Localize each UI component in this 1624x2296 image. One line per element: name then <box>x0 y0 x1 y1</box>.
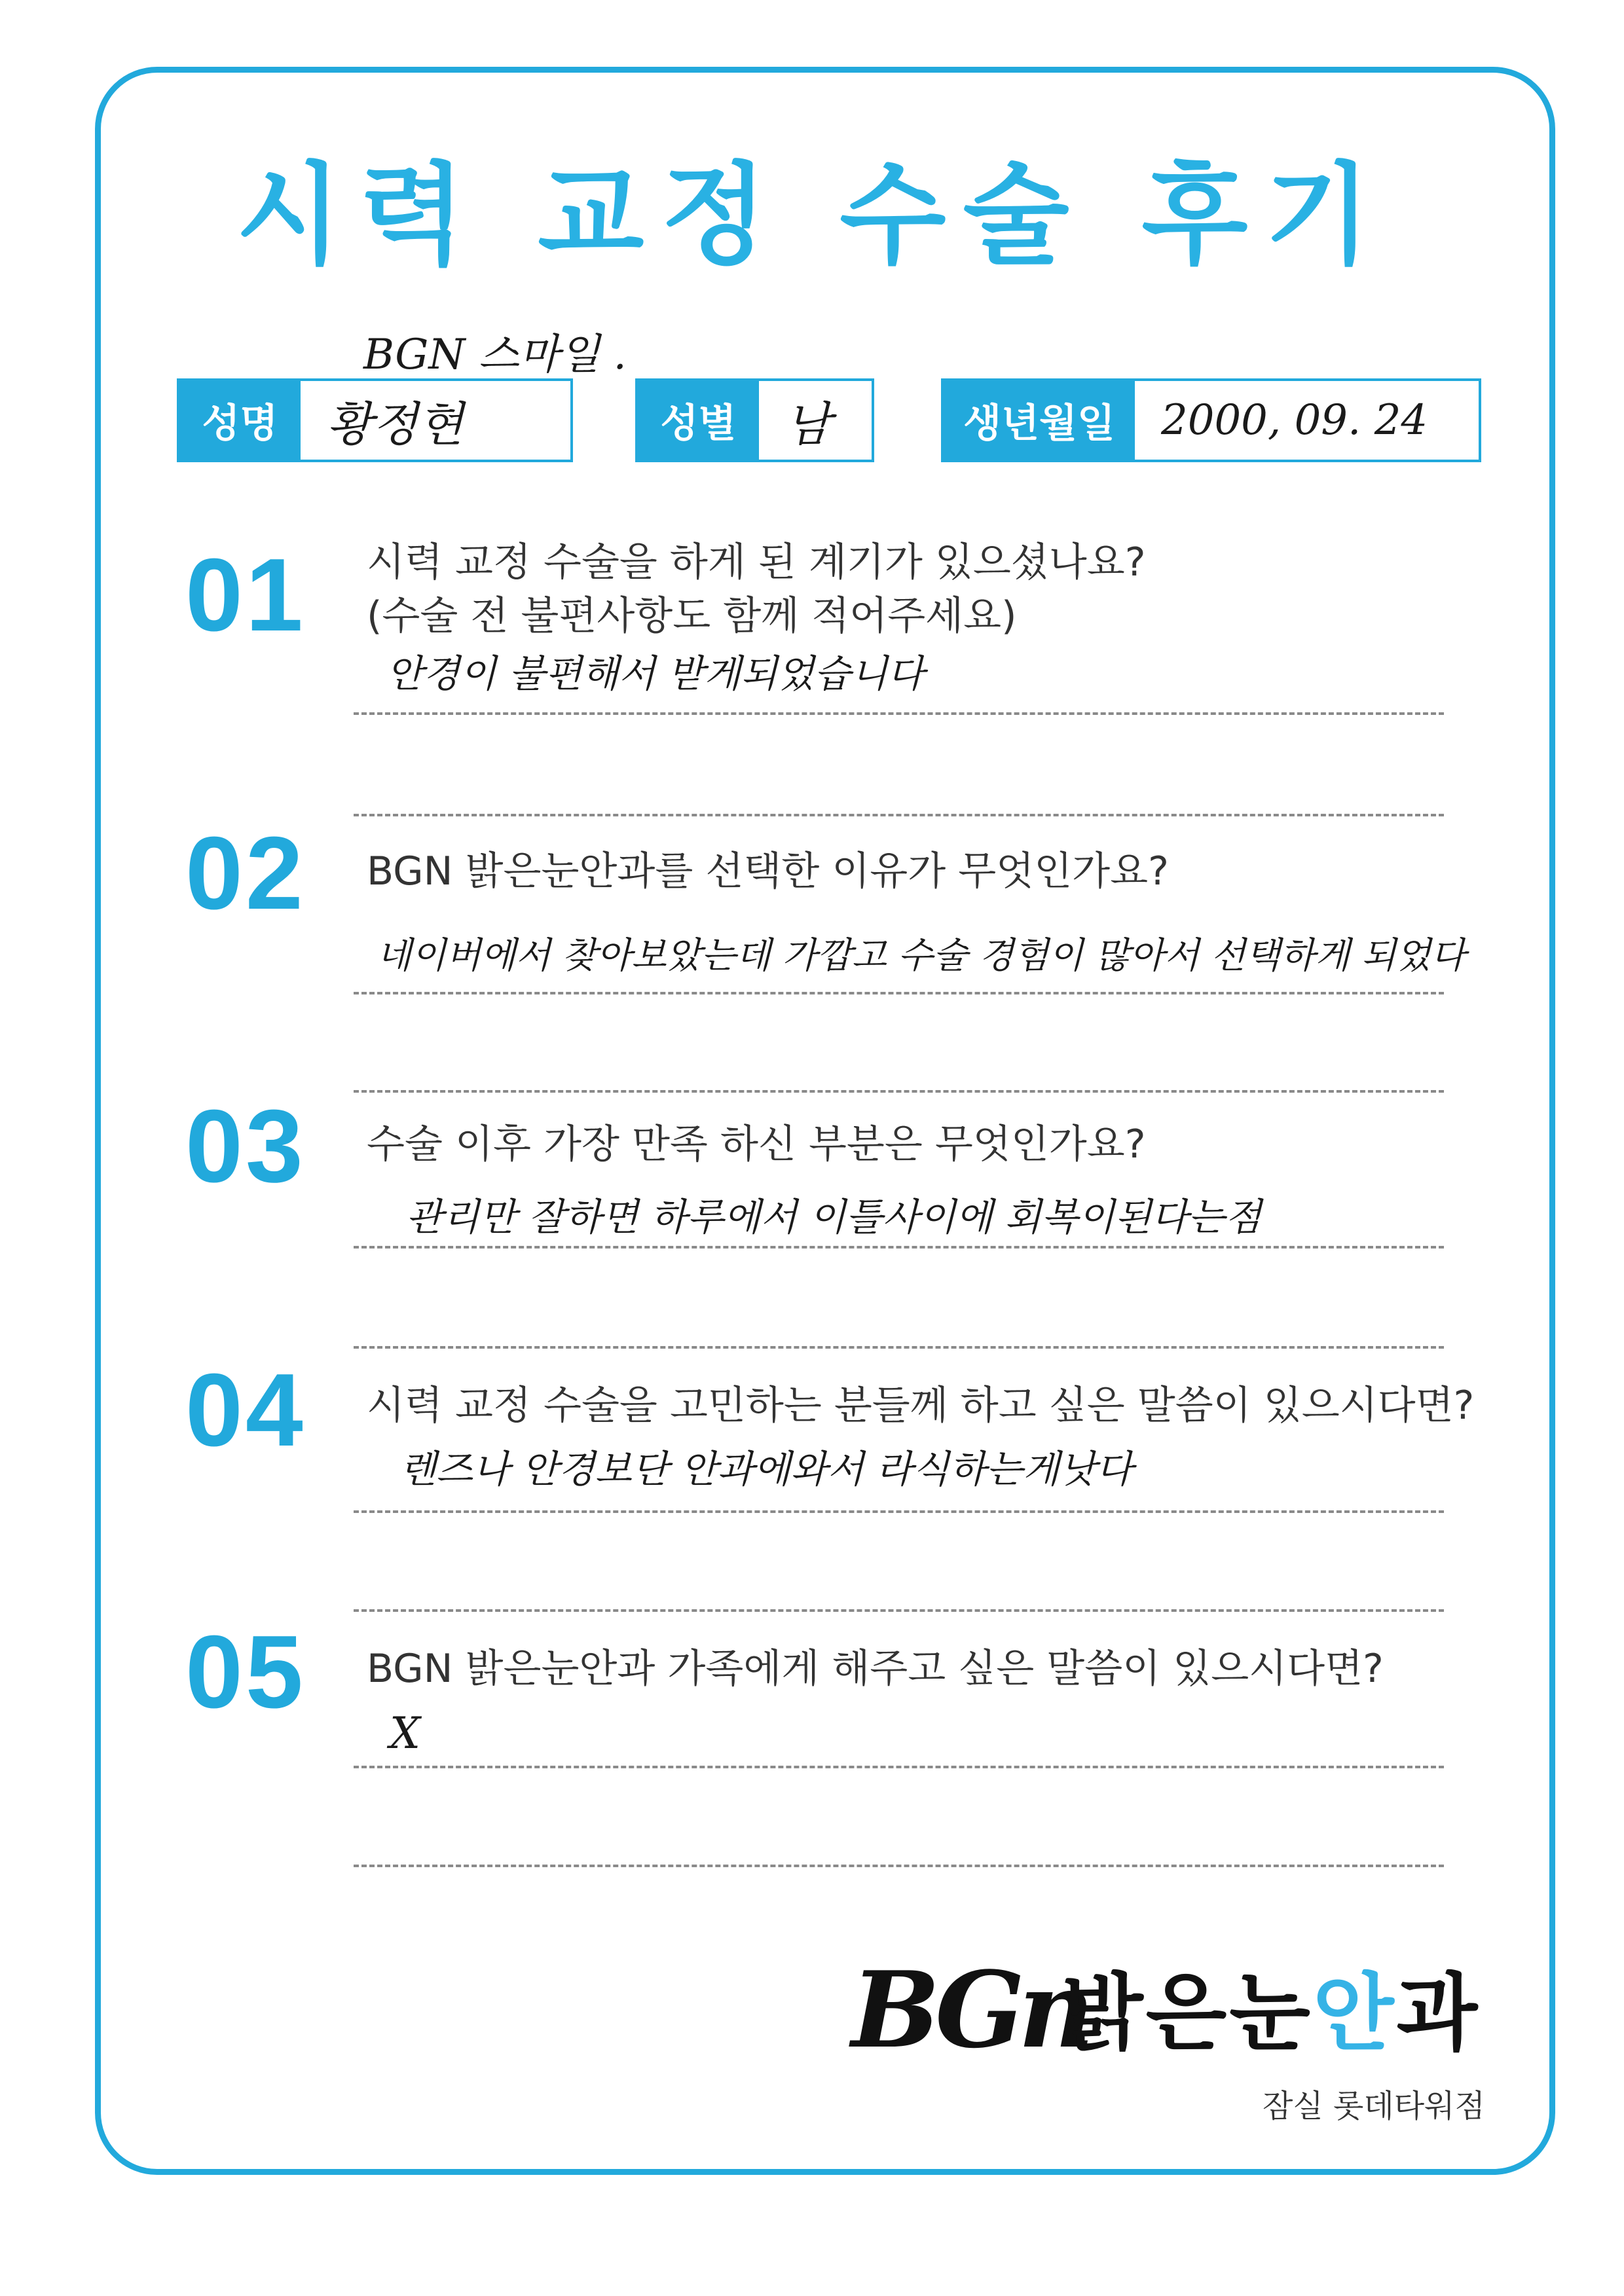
answer-line-01 <box>354 712 1444 715</box>
gender-label: 성별 <box>638 381 759 460</box>
birth-label: 생년월일 <box>944 381 1135 460</box>
birth-field <box>941 378 1481 462</box>
question-number-05: 05 <box>185 1614 306 1730</box>
handwritten-top-note: BGN 스마일 . <box>363 331 627 379</box>
answer-line-04 <box>354 1510 1444 1513</box>
answer-05: X <box>390 1708 420 1758</box>
question-number-03: 03 <box>185 1089 306 1204</box>
answer-02: 네이버에서 찾아보았는데 가깝고 수술 경험이 많아서 선택하게 되었다 <box>377 934 1466 976</box>
question-text-01-line1: 시력 교정 수술을 하게 된 계기가 있으셨나요? <box>367 539 1146 585</box>
name-label: 성명 <box>179 381 301 460</box>
question-number-01: 01 <box>185 538 306 653</box>
answer-04: 렌즈나 안경보단 안과에와서 라식하는게낫다 <box>399 1447 1133 1491</box>
logo-name-part2: 과 <box>1396 1965 1481 2062</box>
answer-line-05b <box>354 1865 1444 1867</box>
divider-05-top <box>354 1609 1444 1612</box>
birth-value: 2000, 09. 24 <box>1161 396 1428 445</box>
question-number-04: 04 <box>185 1353 306 1468</box>
logo-mark: BGn <box>851 1948 1088 2071</box>
divider-03-top <box>354 1090 1444 1093</box>
clinic-logo <box>851 1948 1506 2071</box>
question-text-05: BGN 밝은눈안과 가족에게 해주고 싶은 말씀이 있으시다면? <box>367 1646 1384 1692</box>
name-value: 황정현 <box>327 397 464 452</box>
gender-value: 남 <box>785 397 831 452</box>
question-text-03: 수술 이후 가장 만족 하신 부분은 무엇인가요? <box>367 1121 1146 1167</box>
logo-name <box>1062 1965 1481 2062</box>
question-text-01-line2: (수술 전 불편사항도 함께 적어주세요) <box>367 593 1017 639</box>
gender-field <box>635 378 874 462</box>
divider-04-top <box>354 1346 1444 1349</box>
question-number-02: 02 <box>185 816 306 931</box>
page-title: 시력 교정 수술 후기 <box>236 151 1388 280</box>
question-text-04: 시력 교정 수술을 고민하는 분들께 하고 싶은 말씀이 있으시다면? <box>367 1383 1475 1429</box>
answer-line-05 <box>354 1766 1444 1768</box>
question-text-02: BGN 밝은눈안과를 선택한 이유가 무엇인가요? <box>367 848 1169 894</box>
answer-01: 안경이 불편해서 받게되었습니다 <box>386 651 925 696</box>
name-field <box>177 378 573 462</box>
answer-line-03 <box>354 1246 1444 1248</box>
branch-name: 잠실 롯데타워점 <box>1263 2088 1485 2124</box>
divider-02-top <box>354 814 1444 816</box>
answer-line-02 <box>354 992 1444 994</box>
logo-name-part1: 밝은눈 <box>1062 1965 1313 2062</box>
answer-03: 관리만 잘하면 하루에서 이틀사이에 회복이된다는점 <box>406 1195 1262 1239</box>
question-text-01 <box>367 536 1146 643</box>
logo-name-accent: 안 <box>1312 1965 1397 2062</box>
